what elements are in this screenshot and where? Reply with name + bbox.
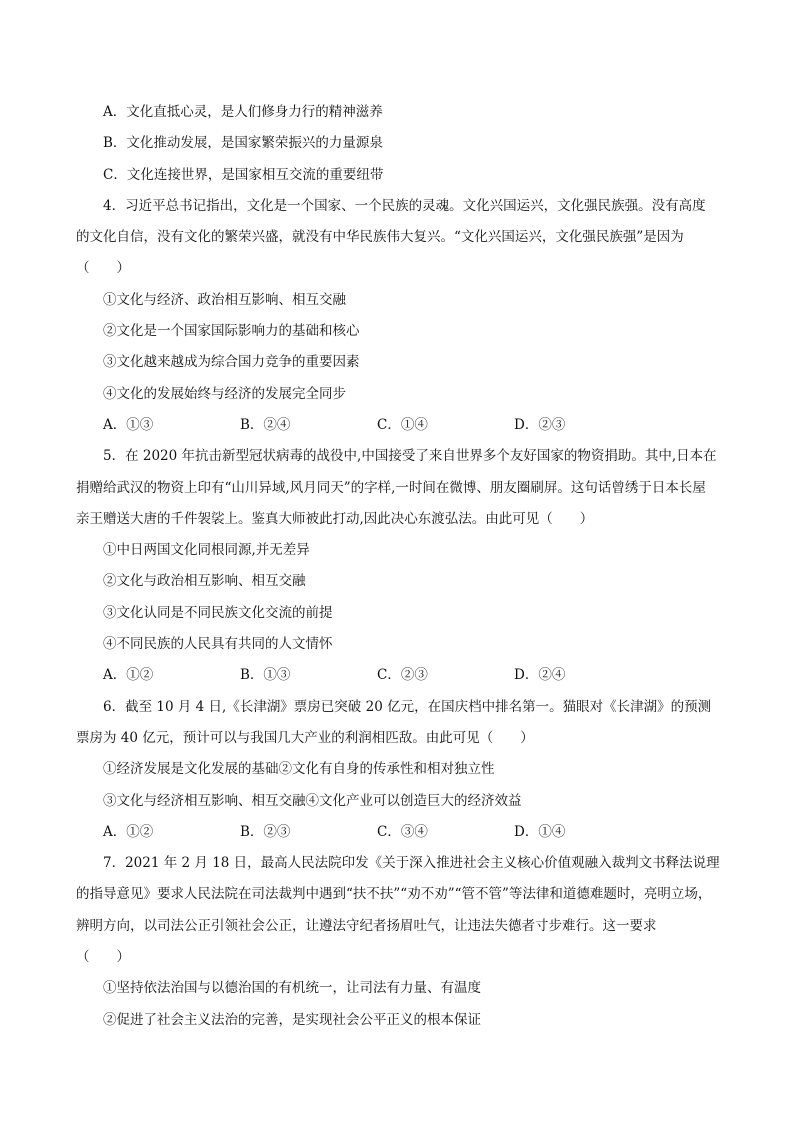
q5-choice-a: A．①② (103, 667, 154, 684)
q4-choice-c: C．①④ (377, 416, 428, 433)
q4-stem-line: （ ） (76, 260, 130, 277)
q4-stem-line: 4．习近平总书记指出，文化是一个国家、一个民族的灵魂。文化兴国运兴，文化强民族强。没有高度 (103, 197, 706, 214)
q5-item: ④不同民族的人民具有共同的人文情怀 (103, 636, 333, 653)
q3-option-c: C．文化连接世界，是国家相互交流的重要纽带 (103, 166, 384, 183)
q7-stem-line: （ ） (76, 949, 130, 966)
q7-item: ②促进了社会主义法治的完善，是实现社会公平正义的根本保证 (103, 1011, 481, 1028)
q7-stem-line: 的指导意见》要求人民法院在司法裁判中遇到“扶不扶”“劝不劝”“管不管”等法律和道德难题时，亮明立场， (76, 886, 712, 903)
q5-item: ②文化与政治相互影响、相互交融 (103, 573, 306, 590)
q6-item: ③文化与经济相互影响、相互交融④文化产业可以创造巨大的经济效益 (103, 792, 522, 809)
q4-choices (76, 410, 722, 441)
q6-stem-line: 票房为 40 亿元，预计可以与我国几大产业的利润相匹敌。由此可见（ ） (76, 729, 534, 746)
q6-choice-b: B．②③ (240, 823, 291, 840)
q5-item: ①中日两国文化同根同源,并无差异 (103, 542, 310, 559)
q5-choice-d: D．②④ (514, 667, 566, 684)
q4-stem-line: 的文化自信，没有文化的繁荣兴盛，就没有中华民族伟大复兴。“文化兴国运兴，文化强民族强”是因为 (76, 229, 684, 246)
q5-choice-c: C．②③ (377, 667, 428, 684)
q5-stem-line: 亲王赠送大唐的千件袈裟上。鉴真大师被此打动,因此决心东渡弘法。由此可见（ ） (76, 510, 594, 527)
q4-item: ④文化的发展始终与经济的发展完全同步 (103, 385, 346, 402)
q6-stem-line: 6．截至 10 月 4 日,《长津湖》票房已突破 20 亿元，在国庆档中排名第一。猫眼对《长津湖》的预测 (103, 698, 712, 715)
q4-choice-d: D．②③ (514, 416, 566, 433)
q6-choices (76, 817, 722, 848)
q6-choice-a: A．①② (103, 823, 154, 840)
q6-choice-c: C．③④ (377, 823, 428, 840)
q5-stem-line: 捐赠给武汉的物资上印有“山川异域,风月同天”的字样,一时间在微博、朋友圈刷屏。这句话曾绣于日本长屋 (76, 479, 706, 496)
q4-item: ③文化越来越成为综合国力竞争的重要因素 (103, 354, 360, 371)
q5-stem-line: 5．在 2020 年抗击新型冠状病毒的战役中,中国接受了来自世界多个友好国家的物资捐助。其中,日本在 (103, 448, 717, 465)
q3-option-a: A．文化直抵心灵，是人们修身力行的精神滋养 (103, 104, 383, 120)
q5-item: ③文化认同是不同民族文化交流的前提 (103, 604, 333, 621)
q7-item: ①坚持依法治国与以德治国的有机统一，让司法有力量、有温度 (103, 980, 481, 997)
q4-choice-b: B．②④ (240, 416, 291, 433)
q3-option-b: B．文化推动发展，是国家繁荣振兴的力量源泉 (103, 135, 383, 152)
q4-item: ②文化是一个国家国际影响力的基础和核心 (103, 323, 360, 340)
q6-choice-d: D．①④ (514, 823, 566, 840)
q5-choices (76, 660, 722, 691)
q7-stem-line: 7．2021 年 2 月 18 日，最高人民法院印发《关于深入推进社会主义核心价值观融入裁判文书释法说理 (103, 855, 720, 872)
q7-stem-line: 辨明方向，以司法公正引领社会公正，让遵法守纪者扬眉吐气，让违法失德者寸步难行。这一要求 (76, 917, 657, 934)
q4-item: ①文化与经济、政治相互影响、相互交融 (103, 291, 346, 308)
q5-choice-b: B．①③ (240, 667, 291, 684)
question-content (76, 97, 722, 1036)
q6-item: ①经济发展是文化发展的基础②文化有自身的传承性和相对独立性 (103, 761, 495, 778)
q4-choice-a: A．①③ (103, 416, 154, 433)
